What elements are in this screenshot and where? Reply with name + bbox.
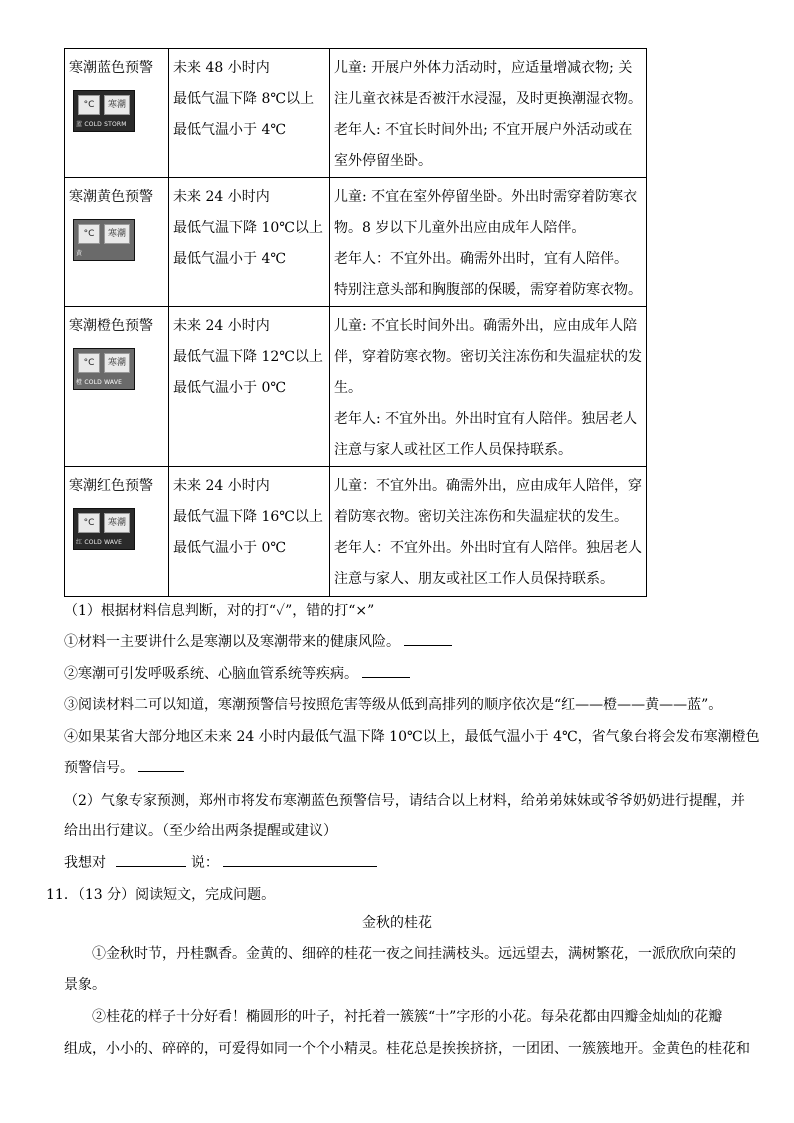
warning-level-label: 寒潮黄色预警 [69,189,153,205]
question-1-intro: （1）根据材料信息判断，对的打“✓”，错的打“×” [64,603,375,619]
answer-blank-recipient[interactable] [116,852,186,867]
warning-advice-cell: 儿童：不宜外出。确需外出，应由成年人陪伴，穿 着防寒衣物。密切关注冻伤和失温症状的发生。 老年人：不宜外出。外出时宜有人陪伴。独居老人 注意与家人、朋友或社区工作人员保持联系。 [330,467,647,597]
warning-level-cell [65,178,169,307]
passage-paragraph-2-line-2: 组成，小小的、碎碎的，可爱得如同一个个小精灵。桂花总是挨挨挤挤，一团团、一簇簇地开。金黄色的桂花和 [64,1041,750,1057]
question-2-answer-line: 我想对 说： [64,848,754,878]
question-1-item-2: ②寒潮可引发呼吸系统、心脑血管系统等疾病。 [64,659,754,689]
warning-advice-cell: 儿童: 不宜在室外停留坐卧。外出时需穿着防寒衣 物。8 岁以下儿童外出应由成年人陪伴。 老年人：不宜外出。确需外出时，宜有人陪伴。 特别注意头部和胸腹部的保暖，需穿着防寒衣物。 [330,178,647,307]
passage-paragraph-1-line-1: ①金秋时节，丹桂飘香。金黄的、细碎的桂花一夜之间挂满枝头。远远望去，满树繁花，一派欣欣向荣的 [92,946,736,962]
warning-level-cell [65,467,169,597]
answer-blank[interactable] [138,757,184,772]
section-11-header: 11．（13 分）阅读短文，完成问题。 [46,887,276,903]
warning-level-label: 寒潮红色预警 [69,478,153,494]
question-1-item-1: ①材料一主要讲什么是寒潮以及寒潮带来的健康风险。 [64,627,754,657]
warning-level-cell [65,307,169,467]
warning-criteria-cell: 未来 24 小时内 最低气温下降 12℃以上 最低气温小于 0℃ [169,307,330,467]
answer-blank[interactable] [404,631,452,646]
table-row [65,178,647,307]
answer-blank[interactable] [362,663,410,678]
question-1-item-4-cont: 预警信号。 [64,753,754,783]
question-2-line-2: 给出出行建议。（至少给出两条提醒或建议） [64,823,337,839]
cold-wave-blue-icon: °C 寒潮 蓝 COLD STORM [73,90,135,132]
warning-level-cell [65,49,169,178]
passage-title: 金秋的桂花 [362,915,432,931]
question-1-item-3: ③阅读材料二可以知道，寒潮预警信号按照危害等级从低到高排列的顺序依次是“红——橙——黄——蓝”。 [64,697,723,713]
answer-blank-advice[interactable] [223,852,377,867]
table-row [65,307,647,467]
warning-advice-cell: 儿童: 开展户外体力活动时，应适量增减衣物; 关 注儿童衣袜是否被汗水浸湿，及时更换潮湿衣物。 老年人: 不宜长时间外出; 不宜开展户外活动或在 室外停留坐卧。 [330,49,647,178]
cold-wave-orange-icon: °C 寒潮 橙 COLD WAVE [73,348,135,390]
cold-wave-yellow-icon: °C 寒潮 黄 [73,219,135,261]
warning-level-label: 寒潮橙色预警 [69,318,153,334]
passage-paragraph-1-line-2: 景象。 [64,977,106,993]
cold-wave-warning-table [64,48,647,597]
table-row [65,49,647,178]
warning-criteria-cell: 未来 24 小时内 最低气温下降 16℃以上 最低气温小于 0℃ [169,467,330,597]
warning-level-label: 寒潮蓝色预警 [69,60,153,76]
warning-criteria-cell: 未来 48 小时内 最低气温下降 8℃以上 最低气温小于 4℃ [169,49,330,178]
question-1-item-4: ④如果某省大部分地区未来 24 小时内最低气温下降 10℃以上，最低气温小于 4℃，省气象台将会发布寒潮橙色 [64,729,760,745]
warning-criteria-cell: 未来 24 小时内 最低气温下降 10℃以上 最低气温小于 4℃ [169,178,330,307]
passage-paragraph-2-line-1: ②桂花的样子十分好看！椭圆形的叶子，衬托着一簇簇“十”字形的小花。每朵花都由四瓣金灿灿的花瓣 [92,1009,723,1025]
warning-advice-cell: 儿童: 不宜长时间外出。确需外出，应由成年人陪 伴，穿着防寒衣物。密切关注冻伤和失温症状的发 生。 老年人: 不宜外出。外出时宜有人陪伴。独居老人 注意与家人或社区工作人员保持联系。 [330,307,647,467]
question-2-line-1: （2）气象专家预测，郑州市将发布寒潮蓝色预警信号，请结合以上材料，给弟弟妹妹或爷爷奶奶进行提醒，并 [64,793,745,809]
cold-wave-red-icon: °C 寒潮 红 COLD WAVE [73,508,135,550]
table-row [65,467,647,597]
